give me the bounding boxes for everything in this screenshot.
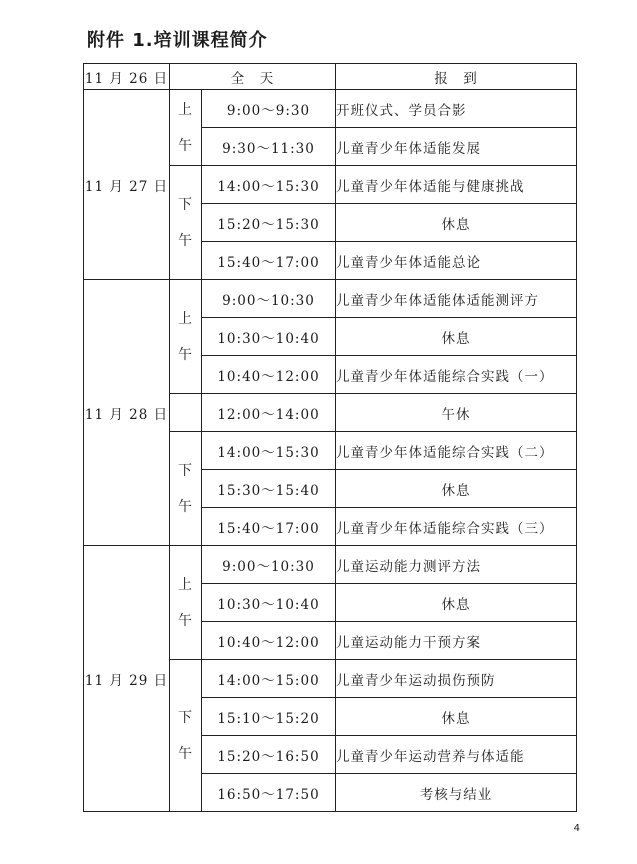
session-time: 15:30～15:40 bbox=[202, 470, 336, 508]
schedule-table bbox=[83, 63, 577, 812]
session-time: 15:20～15:30 bbox=[202, 204, 336, 242]
session-activity: 休息 bbox=[336, 318, 577, 356]
session-time: 9:00～10:30 bbox=[202, 280, 336, 318]
document-title: 附件 1.培训课程简介 bbox=[87, 30, 268, 51]
session-activity: 儿童青少年体适能综合实践（三） bbox=[336, 508, 577, 546]
table-row bbox=[84, 546, 577, 584]
session-time: 9:30～11:30 bbox=[202, 128, 336, 166]
session-time: 14:00～15:30 bbox=[202, 166, 336, 204]
session-time: 10:40～12:00 bbox=[202, 622, 336, 660]
session-activity: 休息 bbox=[336, 470, 577, 508]
session-time: 15:40～17:00 bbox=[202, 242, 336, 280]
session-activity: 休息 bbox=[336, 204, 577, 242]
table-row bbox=[84, 90, 577, 128]
session-activity: 儿童青少年体适能总论 bbox=[336, 242, 577, 280]
session-activity: 休息 bbox=[336, 698, 577, 736]
period-afternoon: 下 午 bbox=[170, 660, 202, 812]
session-activity: 儿童青少年体适能体适能测评方 bbox=[336, 280, 577, 318]
session-activity: 儿童青少年运动损伤预防 bbox=[336, 660, 577, 698]
period-afternoon: 下 午 bbox=[170, 432, 202, 546]
session-time: 16:50～17:50 bbox=[202, 774, 336, 812]
session-activity: 儿童青少年运动营养与体适能 bbox=[336, 736, 577, 774]
session-activity: 考核与结业 bbox=[336, 774, 577, 812]
session-time: 10:40～12:00 bbox=[202, 356, 336, 394]
header-activity: 报 到 bbox=[336, 64, 577, 90]
session-activity: 儿童运动能力干预方案 bbox=[336, 622, 577, 660]
period-noon bbox=[170, 394, 202, 432]
session-time: 14:00～15:30 bbox=[202, 432, 336, 470]
page-number: 4 bbox=[573, 823, 580, 834]
period-morning: 上 午 bbox=[170, 546, 202, 660]
day-date: 11 月 29 日 bbox=[84, 546, 170, 812]
session-activity: 午休 bbox=[336, 394, 577, 432]
session-activity: 开班仪式、学员合影 bbox=[336, 90, 577, 128]
header-date: 11 月 26 日 bbox=[84, 64, 170, 90]
session-time: 9:00～9:30 bbox=[202, 90, 336, 128]
session-activity: 儿童青少年体适能发展 bbox=[336, 128, 577, 166]
session-time: 14:00～15:00 bbox=[202, 660, 336, 698]
day-date: 11 月 27 日 bbox=[84, 90, 170, 280]
period-afternoon: 下 午 bbox=[170, 166, 202, 280]
period-morning: 上 午 bbox=[170, 280, 202, 394]
session-activity: 儿童青少年体适能综合实践（二） bbox=[336, 432, 577, 470]
session-activity: 儿童运动能力测评方法 bbox=[336, 546, 577, 584]
session-activity: 休息 bbox=[336, 584, 577, 622]
table-row bbox=[84, 280, 577, 318]
session-activity: 儿童青少年体适能综合实践（一） bbox=[336, 356, 577, 394]
session-time: 15:10～15:20 bbox=[202, 698, 336, 736]
session-time: 12:00～14:00 bbox=[202, 394, 336, 432]
session-time: 15:20～16:50 bbox=[202, 736, 336, 774]
session-time: 10:30～10:40 bbox=[202, 318, 336, 356]
header-time: 全 天 bbox=[170, 64, 336, 90]
session-time: 15:40～17:00 bbox=[202, 508, 336, 546]
table-header-row bbox=[84, 64, 577, 90]
session-activity: 儿童青少年体适能与健康挑战 bbox=[336, 166, 577, 204]
session-time: 9:00～10:30 bbox=[202, 546, 336, 584]
session-time: 10:30～10:40 bbox=[202, 584, 336, 622]
period-morning: 上 午 bbox=[170, 90, 202, 166]
day-date: 11 月 28 日 bbox=[84, 280, 170, 546]
